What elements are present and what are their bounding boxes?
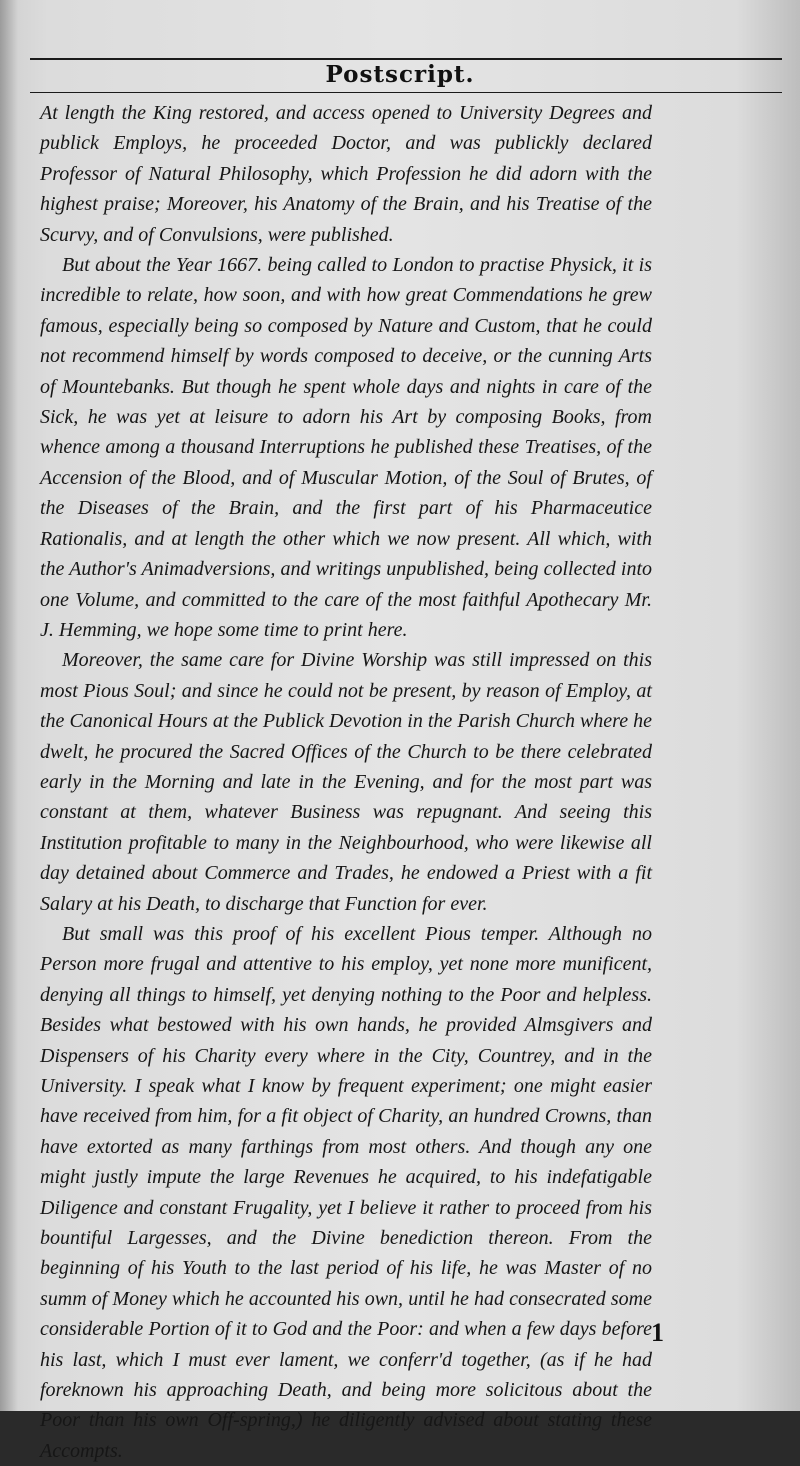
paragraph-4: But small was this proof of his excellent Pious temper. Although no Person more frugal and attentive to his employ, yet none more munificent, denying all things to himself, yet denying nothing to the Poor and helpless. Besides what bestowed with his own hands, he provided Almsgivers and Dispensers of his Charity every where in the City, Countrey, and in the University. I speak what I know by frequent experiment; one might easier have received from him, for a fit object of Charity, an hundred Crowns, than have extorted as many farthings from most others. And though any one might justly impute the large Revenues he acquired, to his indefatigable Diligence and constant Frugality, yet I believe it rather to proceed from his bountiful Largesses, and the Divine benediction thereon. From the beginning of his Youth to the last period of his life, he was Master of no summ of Money which he accounted his own, until he had consecrated some considerable Portion of it to God and the Poor: and when a few days before his last, which I must ever lament, we conferr'd together, (as if he had foreknown his approaching Death, and being more solicitous about the Poor than his own Off-spring,) he diligently advised about stating these Accompts. — [40, 922, 652, 1462]
paragraph-2: But about the Year 1667. being called to London to practise Physick, it is incredible to relate, how soon, and with how great Commendations he grew famous, especially being so composed by Nature and Custom, that he could not recommend himself by words composed to deceive, or the cunning Arts of Mountebanks. But though he spent whole days and nights in care of the Sick, he was yet at leisure to adorn his Art by composing Books, from whence among a thousand Interruptions he published these Treatises, of the Accension of the Blood, and of Muscular Motion, of the Soul of Brutes, of the Diseases of the Brain, and the first part of his Pharmaceutice Rationalis, and at length the other which we now present. All which, with the Author's Animadversions, and writings unpublished, being collected into one Volume, and committed to the care of the most faithful Apothecary Mr. J. Hemming, we hope some time to print here. — [40, 254, 652, 641]
paragraph-1: At length the King restored, and access opened to University Degrees and publick Employs, he proceeded Doctor, and was publickly declared Professor of Natural Philosophy, which Profession he did adorn with the highest praise; Moreover, his Anatomy of the Brain, and his Treatise of the Scurvy, and of Convulsions, were published. — [40, 102, 652, 246]
header-rule-bottom — [30, 92, 782, 93]
body-text — [40, 98, 652, 1466]
page-gutter-shadow — [0, 0, 18, 1411]
paragraph-3: Moreover, the same care for Divine Worship was still impressed on this most Pious Soul; and since he could not be present, by reason of Employ, at the Canonical Hours at the Publick Devotion in the Parish Church where he dwelt, he procured the Sacred Offices of the Church to be there celebrated early in the Morning and late in the Evening, and for the most part was constant at them, whatever Business was repugnant. And seeing this Institution profitable to many in the Neighbourhood, who were likewise all day detained about Commerce and Trades, he endowed a Priest with a fit Salary at his Death, to discharge that Function for ever. — [40, 649, 652, 915]
running-head: Postscript. — [325, 61, 475, 88]
signature-mark: 1 — [651, 1318, 664, 1347]
